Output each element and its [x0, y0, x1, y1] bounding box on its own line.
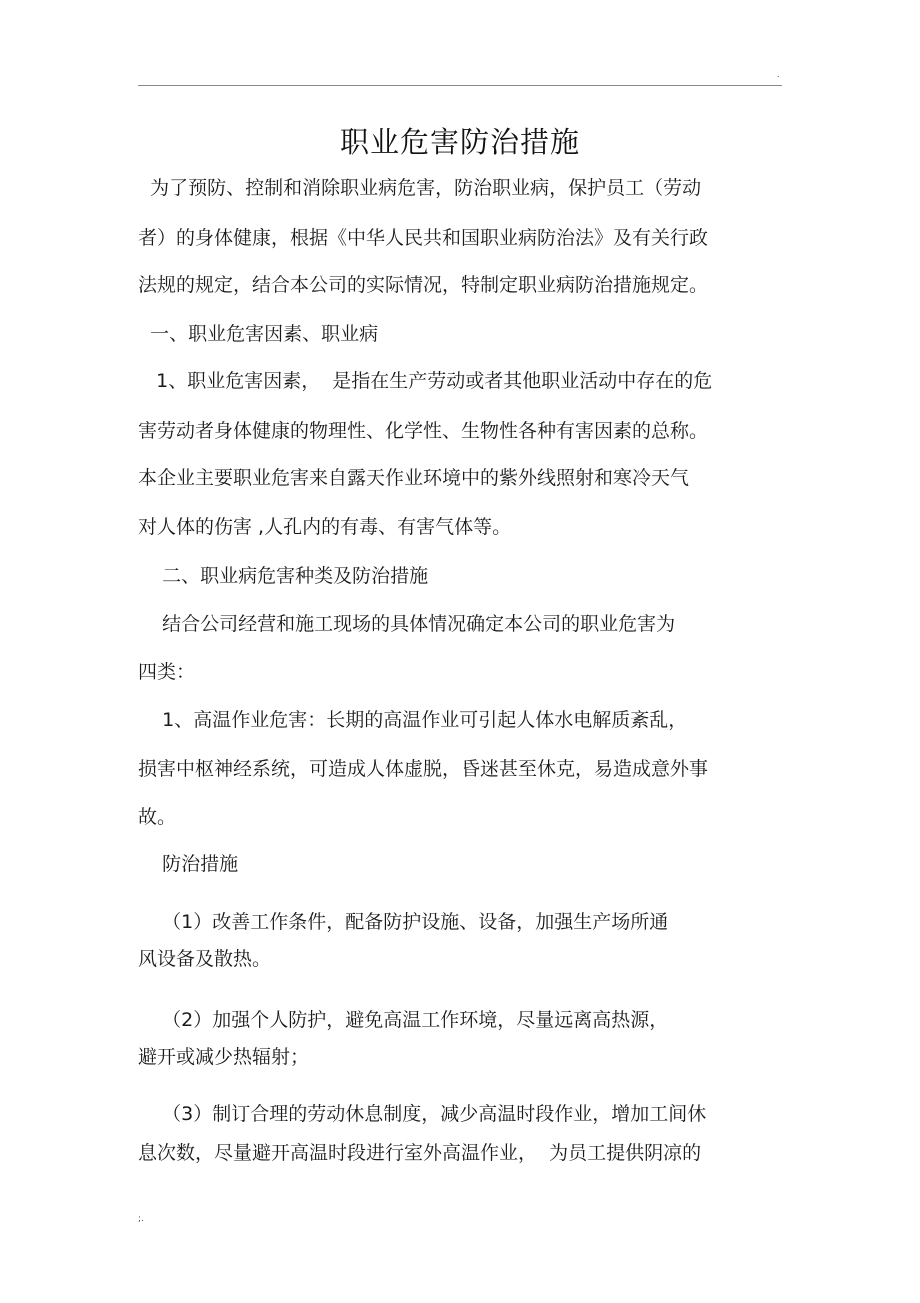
body-line: （1）改善工作条件，配备防护设施、设备，加强生产场所通: [138, 911, 669, 933]
subheading: 防治措施: [138, 853, 239, 875]
document-title: 职业危害防治措施: [339, 125, 580, 159]
body-line: 1、职业危害因素， 是指在生产劳动或者其他职业活动中存在的危: [138, 370, 713, 392]
body-line: （2）加强个人防护，避免高温工作环境，尽量远离高热源，: [138, 1009, 669, 1031]
footer-mark: ;.: [138, 1214, 144, 1224]
body-line: 本企业主要职业危害来自露天作业环境中的紫外线照射和寒冷天气: [138, 467, 690, 489]
header-rule: [138, 85, 782, 86]
body-line: 对人体的伤害 ,人孔内的有毒、有害气体等。: [138, 516, 512, 538]
header-mark: .: [777, 70, 780, 79]
body-line: 结合公司经营和施工现场的具体情况确定本公司的职业危害为: [138, 613, 676, 635]
body-line: 法规的规定，结合本公司的实际情况，特制定职业病防治措施规定。: [138, 274, 709, 296]
body-line: 为了预防、控制和消除职业病危害，防治职业病，保护员工（劳动: [138, 177, 702, 199]
body-line: 故。: [138, 806, 177, 828]
body-line: 风设备及散热。: [138, 948, 272, 970]
body-line: 避开或减少热辐射；: [138, 1046, 310, 1068]
body-line: 者）的身体健康，根据《中华人民共和国职业病防治法》及有关行政: [138, 227, 709, 249]
body-line: （3）制订合理的劳动休息制度，减少高温时段作业，增加工间休: [138, 1103, 707, 1125]
body-line: 损害中枢神经系统，可造成人体虚脱，昏迷甚至休克，易造成意外事: [138, 758, 709, 780]
body-line: 害劳动者身体健康的物理性、化学性、生物性各种有害因素的总称。: [138, 420, 709, 442]
section-heading: 二、职业病危害种类及防治措施: [138, 565, 429, 587]
body-line: 1、高温作业危害：长期的高温作业可引起人体水电解质紊乱，: [138, 709, 688, 731]
section-heading: 一、职业危害因素、职业病: [138, 323, 379, 345]
body-line: 息次数，尽量避开高温时段进行室外高温作业， 为员工提供阴凉的: [138, 1142, 702, 1164]
body-line: 四类：: [138, 661, 196, 683]
